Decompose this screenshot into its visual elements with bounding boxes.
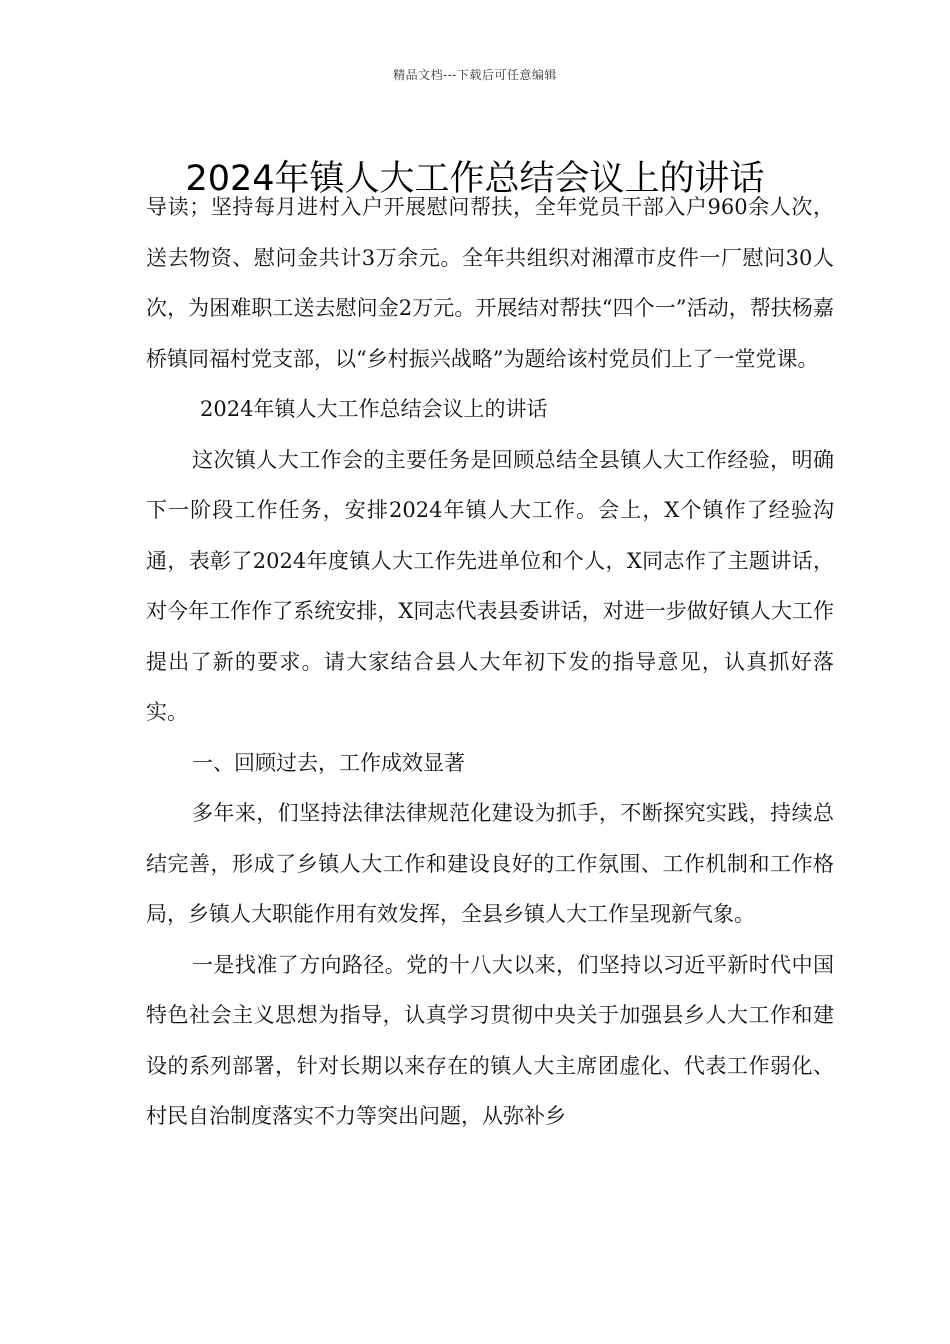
repeat-title: 2024年镇人大工作总结会议上的讲话 <box>200 397 548 421</box>
intro-paragraph: 导读；坚持每月进村入户开展慰问帮扶，全年党员干部入户960余人次，送去物资、慰问金共计3万余元。全年共组织对湘潭市皮件一厂慰问30人次，为困难职工送去慰问金2万元。开展结对帮扶“四个一”活动，帮扶杨嘉桥镇同福村党支部，以“乡村振兴战略”为题给该村党员们上了一堂党课。 <box>146 195 834 371</box>
document-title: 2024年镇人大工作总结会议上的讲话 <box>185 159 765 200</box>
body-paragraph: 一是找准了方向路径。党的十八大以来，们坚持以习近平新时代中国特色社会主义思想为指导，认真学习贯彻中央关于加强县乡人大工作和建设的系列部署，针对长期以来存在的镇人大主席团虚化、代表工作弱化、村民自治制度落实不力等突出问题，从弥补乡 <box>146 952 834 1128</box>
header-note: 精品文档---下载后可任意编辑 <box>393 68 557 82</box>
section-heading: 一、回顾过去，工作成效显著 <box>192 750 465 775</box>
body-paragraph: 多年来，们坚持法律法律规范化建设为抓手，不断探究实践，持续总结完善，形成了乡镇人大工作和建设良好的工作氛围、工作机制和工作格局，乡镇人大职能作用有效发挥，全县乡镇人大工作呈现新气象。 <box>146 801 834 926</box>
document-body <box>146 182 834 1142</box>
body-paragraph: 这次镇人大工作会的主要任务是回顾总结全县镇人大工作经验，明确下一阶段工作任务，安排2024年镇人大工作。会上，X个镇作了经验沟通，表彰了2024年度镇人大工作先进单位和个人，X同志作了主题讲话，对今年工作作了系统安排，X同志代表县委讲话，对进一步做好镇人大工作提出了新的要求。请大家结合县人大年初下发的指导意见，认真抓好落实。 <box>146 447 834 724</box>
